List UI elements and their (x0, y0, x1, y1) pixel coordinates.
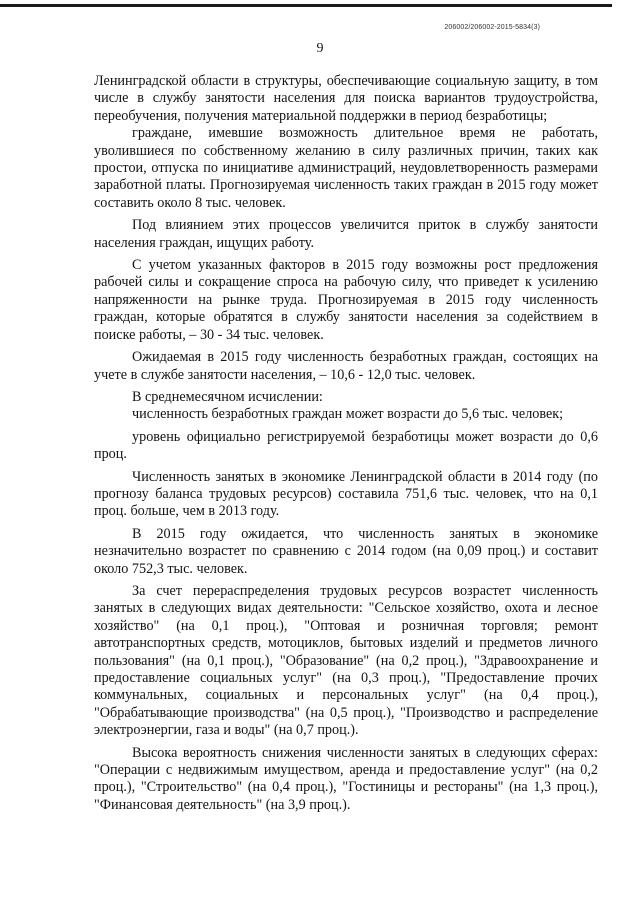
paragraph: В 2015 году ожидается, что численность занятых в экономике незначительно возрастет по сравнению с 2014 годом (на 0,09 проц.) и составит около 752,3 тыс. человек. (94, 525, 598, 577)
paragraph: граждане, имевшие возможность длительное время не работать, уволившиеся по собственному желанию в силу различных причин, таких как простои, отпуска по инициативе администраций, неудовлетворенность размерами заработной платы. Прогнозируемая численность таких граждан в 2015 году может составить около 8 тыс. человек. (94, 125, 598, 211)
paragraph-continuation: Ленинградской области в структуры, обеспечивающие социальную защиту, в том числе в службу занятости населения для поиска вариантов трудоустройства, переобучения, получения материальной поддержки в период безработицы; (94, 73, 598, 124)
paragraph: Численность занятых в экономике Ленинградской области в 2014 году (по прогнозу баланса трудовых ресурсов) составила 751,6 тыс. человек, что на 0,1 проц. больше, чем в 2013 году. (94, 468, 598, 520)
paragraph: Ожидаемая в 2015 году численность безработных граждан, состоящих на учете в службе занятости населения, – 10,6 - 12,0 тыс. человек. (94, 349, 598, 383)
paragraph: уровень официально регистрируемой безработицы может возрасти до 0,6 проц. (94, 428, 598, 463)
paragraph: С учетом указанных факторов в 2015 году возможны рост предложения рабочей силы и сокращение спроса на рабочую силу, что приведет к усилению напряженности на рынке труда. Прогнозируемая в 2015 году численность граждан, которые обратятся в службу занятости населения за содействием в поиске работы, – 30 - 34 тыс. человек. (94, 257, 598, 343)
paragraph: Под влиянием этих процессов увеличится приток в службу занятости населения граждан, ищущих работу. (94, 217, 598, 251)
paragraph: За счет перераспределения трудовых ресурсов возрастет численность занятых в следующих видах деятельности: "Сельское хозяйство, охота и лесное хозяйство" (на 0,1 проц.), "Оптовая и розничная торговля; ремонт автотранспортных средств, мотоциклов, бытовых изделий и предметов личного пользования" (на 0,1 проц.), "Образование" (на 0,2 проц.), "Здравоохранение и предоставление социальных услуг" (на 0,3 проц.), "Предоставление прочих коммунальных, социальных и персональных услуг" (на 0,4 проц.), "Обрабатывающие производства" (на 0,5 проц.), "Производство и распределение электроэнергии, газа и воды" (на 0,7 проц.). (94, 582, 598, 739)
top-scan-border (0, 4, 612, 7)
paragraph: Высока вероятность снижения численности занятых в следующих сферах: "Операции с недвижимым имуществом, аренда и предоставление услуг" (на 0,2 проц.), "Строительство" (на 0,4 проц.), "Гостиницы и рестораны" (на 1,3 проц.), "Финансовая деятельность" (на 3,9 проц.). (94, 744, 598, 813)
paragraph: численность безработных граждан может возрасти до 5,6 тыс. человек; (132, 406, 564, 423)
paragraph: В среднемесячном исчислении: (132, 388, 323, 405)
document-body (94, 73, 598, 814)
document-code: 206002/206002-2015-5834(3) (444, 24, 540, 31)
page-number: 9 (316, 41, 324, 56)
